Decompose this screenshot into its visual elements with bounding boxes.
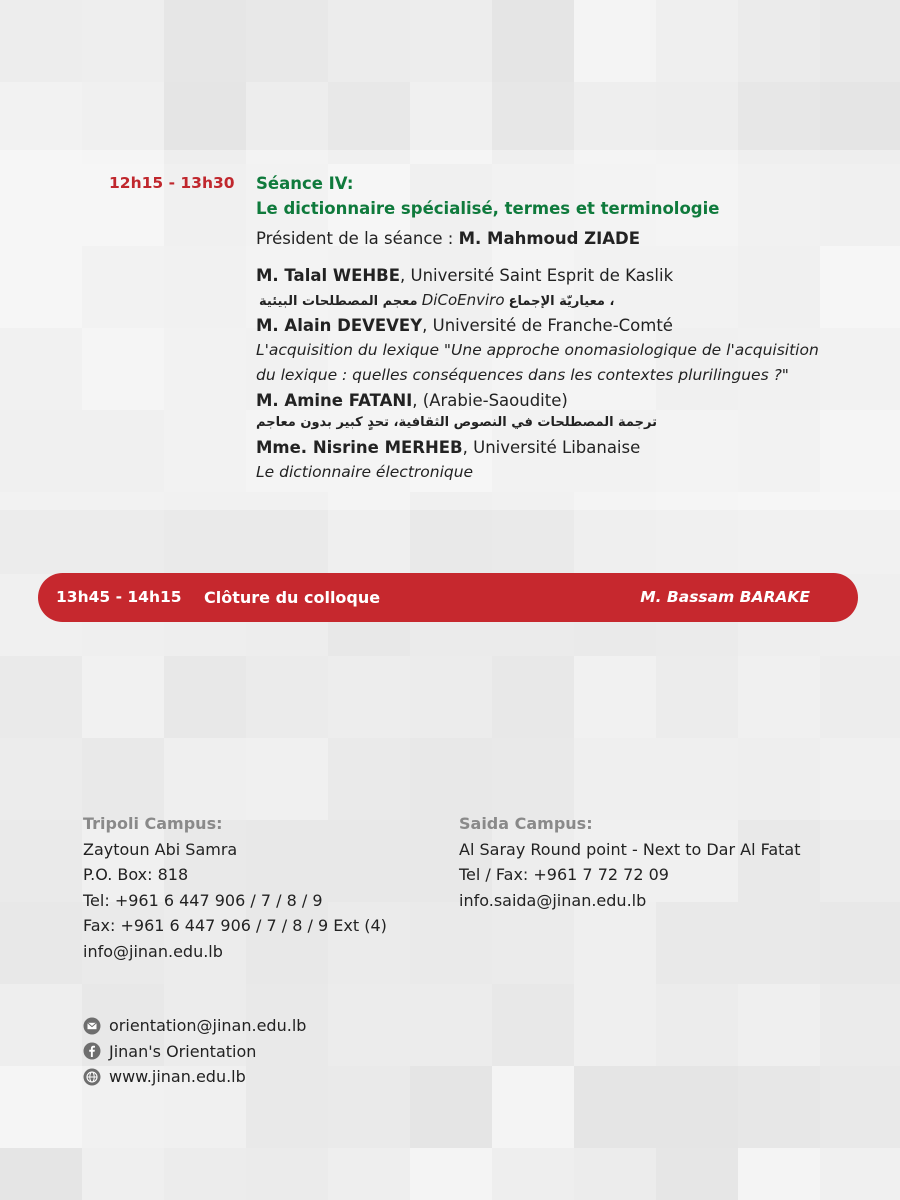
saida-tel-fax: Tel / Fax: +961 7 72 72 09 [459,865,669,884]
social-facebook-text: Jinan's Orientation [109,1041,257,1061]
talk-title [256,413,819,435]
facebook-icon [83,1042,101,1060]
speaker-name: M. Alain DEVEVEY [256,316,423,335]
session-number: Séance IV: [256,174,354,193]
speaker-affiliation: , (Arabie-Saoudite) [412,391,568,410]
tripoli-address: Zaytoun Abi Samra [83,839,238,859]
talk-title: du lexique : quelles conséquences dans les contextes plurilingues ?" [256,366,789,384]
speaker-affiliation: , Université Saint Esprit de Kaslik [400,266,674,285]
session-president [256,226,640,251]
saida-campus [459,811,801,913]
saida-email-link[interactable]: info.saida@jinan.edu.lb [459,890,647,910]
talk-title-latin: DiCoEnviro [421,291,505,309]
tripoli-po-box: P.O. Box: 818 [83,865,189,884]
social-email-text: orientation@jinan.edu.lb [109,1016,307,1035]
social-facebook-row[interactable] [83,1039,306,1065]
tripoli-email-link[interactable]: info@jinan.edu.lb [83,941,223,961]
speaker-name: M. Talal WEHBE [256,266,401,285]
tripoli-campus [83,811,387,964]
talk-title: Le dictionnaire électronique [256,463,474,481]
saida-address: Al Saray Round point - Next to Dar Al Fatat [459,839,801,859]
mail-icon [83,1017,101,1035]
closing-speaker: M. Bassam BARAKE [640,588,810,606]
talk-speaker-line [256,388,819,413]
closing-label: Clôture du colloque [204,588,381,607]
social-web-text: www.jinan.edu.lb [109,1067,246,1086]
president-label: Président de la séance : [256,229,459,248]
speaker-affiliation: , Université Libanaise [462,438,641,457]
talk-title-arabic: معجم المصطلحات البيئية [259,294,418,309]
talk-speaker-line [256,435,819,460]
social-links [83,1013,306,1090]
tripoli-fax: Fax: +961 6 447 906 / 7 / 8 / 9 Ext (4) [83,916,387,935]
talk-speaker-line [256,263,819,288]
closing-banner [38,573,858,622]
session-title [256,171,719,221]
speaker-name: M. Amine FATANI [256,391,413,410]
social-email-row[interactable] [83,1013,306,1039]
talk-list [256,263,819,485]
talk-title [256,288,819,313]
saida-heading: Saida Campus: [459,814,593,833]
president-name: M. Mahmoud ZIADE [458,229,641,248]
tripoli-tel: Tel: +961 6 447 906 / 7 / 8 / 9 [83,890,323,910]
social-web-row[interactable] [83,1064,306,1090]
talk-title: L'acquisition du lexique "Une approche onomasiologique de l'acquisition [256,341,819,359]
talk-title-arabic-suffix: ، معياريّة الإجماع [508,294,615,309]
closing-time: 13h45 - 14h15 [56,588,182,606]
session-time: 12h15 - 13h30 [109,174,235,192]
speaker-name: Mme. Nisrine MERHEB [256,438,463,457]
talk-speaker-line [256,313,819,338]
talk-title-arabic: ترجمة المصطلحات في النصوص الثقافية، تحدٍ كبير بدون معاجم [256,415,657,430]
speaker-affiliation: , Université de Franche-Comté [422,316,673,335]
tripoli-heading: Tripoli Campus: [83,814,223,833]
session-theme: Le dictionnaire spécialisé, termes et terminologie [256,199,720,218]
globe-icon [83,1068,101,1086]
